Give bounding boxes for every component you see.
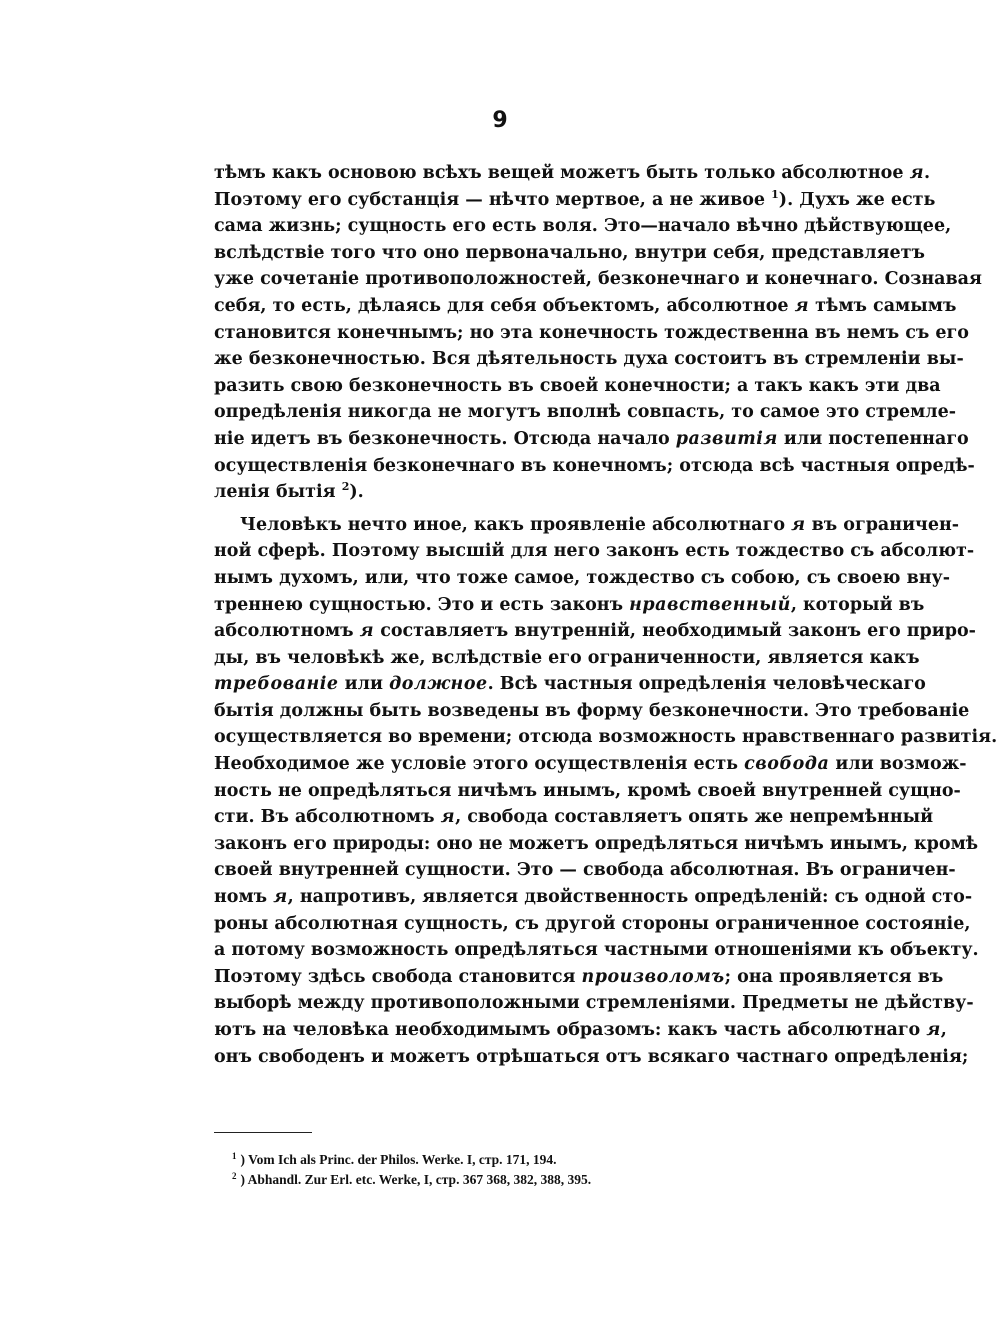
text-run: .: [924, 163, 931, 183]
text-line: [214, 213, 952, 240]
text-line: [214, 293, 957, 320]
text-run: номъ: [214, 887, 274, 908]
text-line: [214, 479, 830, 506]
text-line: [214, 857, 956, 884]
text-line: [214, 911, 971, 938]
text-run: составляетъ внутренній, необходимый законъ его приро-: [374, 621, 976, 642]
emphasis-run: требованіе: [214, 674, 339, 695]
text-run: тѣмъ самымъ: [809, 295, 957, 316]
text-line: [214, 698, 970, 725]
text-line: [214, 751, 967, 778]
text-run: . Всѣ частныя опредѣленія человѣческаго: [487, 674, 926, 695]
footnotes: [232, 1150, 792, 1190]
footnote-mark: 1: [232, 1150, 237, 1161]
text-run: Необходимое же условіе этого осуществленія есть: [214, 754, 745, 775]
text-run: ніе идетъ въ безконечность. Отсюда начало: [214, 428, 676, 449]
text-run: треннею сущностью. Это и есть законъ: [214, 594, 630, 615]
text-line: [214, 937, 979, 964]
text-line: [214, 778, 961, 805]
text-line: [214, 512, 960, 539]
text-line: [214, 320, 969, 347]
footnote-mark: 2: [232, 1170, 237, 1181]
text-run: же безконечностью. Вся дѣятельность духа состоитъ въ стремленіи вы-: [214, 349, 964, 370]
text-line: [214, 453, 975, 480]
text-run: , напротивъ, является двойственность опредѣленій: съ одной сто-: [287, 887, 973, 908]
footnote-text: ) Vom Ich als Princ. der Philos. Werke. I, стр. 171, 194.: [240, 1152, 557, 1167]
text-run: нымъ духомъ, или, что тоже самое, тождество съ собою, съ своею вну-: [214, 567, 950, 588]
text-run: себя, то есть, дѣлаясь для себя объектомъ, абсолютное: [214, 295, 795, 316]
emphasis-run: я: [791, 514, 806, 535]
text-run: вслѣдствіе того что оно первоначально, внутри себя, представляетъ: [214, 242, 925, 263]
text-run: опредѣленія никогда не могутъ вполнѣ совпасть, то самое это стремле-: [214, 402, 957, 423]
text-line: [214, 346, 964, 373]
text-run: становится конечнымъ; но эта конечность тождественна въ немъ съ его: [214, 322, 969, 343]
text-run: законъ его природы: оно не можетъ опредѣляться ничѣмъ инымъ, кромѣ: [214, 833, 979, 854]
footnote-divider: [214, 1132, 312, 1133]
text-line: [214, 831, 979, 858]
emphasis-run: должное: [389, 674, 488, 695]
text-run: разить свою безконечность въ своей конечности; а такъ какъ эти два: [214, 375, 941, 396]
emphasis-run: я: [926, 1020, 941, 1040]
paragraph-1: [214, 160, 982, 506]
text-run: своей внутренней сущности. Это — свобода абсолютная. Въ ограничен-: [214, 860, 956, 881]
text-line: [214, 724, 998, 751]
emphasis-run: развитія: [675, 428, 778, 449]
body-text: [214, 160, 998, 1070]
emphasis-run: произволомъ: [581, 966, 725, 987]
text-run: или возмож-: [829, 754, 967, 775]
footnote-1: [232, 1150, 792, 1170]
text-run: ды, въ человѣкѣ же, вслѣдствіе его ограниченности, является какъ: [214, 647, 920, 668]
text-run: Поэтому здѣсь свобода становится: [214, 966, 582, 987]
text-run: роны абсолютная сущность, съ другой стороны ограниченное состояніе,: [214, 913, 971, 934]
text-run: ленія бытія: [214, 482, 342, 503]
emphasis-run: свобода: [744, 754, 830, 775]
text-run: ).: [349, 482, 364, 503]
footnote-2: [232, 1170, 792, 1190]
text-run: ). Духъ же есть: [778, 189, 936, 210]
text-line: [214, 399, 957, 426]
text-line: [214, 964, 944, 991]
text-run: Человѣкъ нечто иное, какъ проявленіе абсолютнаго: [240, 514, 792, 535]
text-run: бытія должны быть возведены въ форму безконечности. Это требованіе: [214, 700, 970, 721]
emphasis-run: нравственный: [629, 594, 791, 615]
text-run: ютъ на человѣка необходимымъ образомъ: какъ часть абсолютнаго: [214, 1020, 927, 1040]
text-run: сама жизнь; сущность его есть воля. Это—начало вѣчно дѣйствующее,: [214, 216, 952, 237]
text-run: или постепеннаго: [777, 428, 969, 449]
footnote-reference: 2: [341, 480, 350, 494]
text-run: уже сочетаніе противоположностей, безконечнаго и конечнаго. Сознавая: [214, 269, 982, 290]
text-run: , который въ: [790, 594, 925, 615]
page-number: 9: [492, 108, 508, 133]
text-run: , свобода составляетъ опять же непремѣнный: [455, 807, 934, 828]
emphasis-run: я: [273, 887, 288, 908]
text-line: [214, 565, 950, 592]
text-run: а потому возможность опредѣляться частными отношеніями къ объекту.: [214, 940, 979, 961]
paragraph-2: [214, 512, 998, 1070]
text-line: [214, 538, 975, 565]
footnote-reference: 1: [771, 187, 779, 201]
text-run: сти. Въ абсолютномъ: [214, 807, 441, 828]
text-line: [214, 373, 941, 400]
text-line: [214, 592, 925, 619]
text-line: [214, 160, 931, 187]
emphasis-run: я: [440, 807, 456, 828]
emphasis-run: я: [359, 621, 375, 642]
text-run: абсолютномъ: [214, 621, 360, 642]
text-run: ность не опредѣляться ничѣмъ инымъ, кромѣ своей внутренней сущно-: [214, 780, 961, 801]
text-run: выборѣ между противоположными стремленіями. Предметы не дѣйству-: [214, 993, 974, 1014]
text-line: [214, 426, 969, 453]
text-run: ,: [940, 1020, 947, 1040]
text-run: Поэтому его субстанція — нѣчто мертвое, а не живое: [214, 189, 772, 210]
emphasis-run: я: [794, 295, 810, 316]
text-line: [214, 618, 976, 645]
text-line: [214, 645, 920, 672]
text-run: онъ свободенъ и можетъ отрѣшаться отъ всякаго частнаго опредѣленія;: [214, 1046, 969, 1067]
text-run: въ ограничен-: [805, 514, 960, 535]
text-run: ной сферѣ. Поэтому высшій для него законъ есть тождество съ абсолют-: [214, 541, 975, 562]
text-run: осуществляется во времени; отсюда возможность нравственнаго развитія.: [214, 727, 998, 748]
text-line: [214, 804, 934, 831]
text-run: тѣмъ какъ основою всѣхъ вещей можетъ быть только абсолютное: [214, 163, 910, 183]
text-line: [214, 266, 982, 293]
text-run: ; она проявляется въ: [724, 966, 944, 987]
text-run: или: [338, 674, 390, 695]
text-line: [214, 240, 925, 267]
text-line: [214, 1044, 969, 1071]
text-line: [214, 990, 974, 1017]
text-run: осуществленія безконечнаго въ конечномъ; отсюда всѣ частныя опредѣ-: [214, 455, 975, 476]
text-line: [214, 884, 973, 911]
footnote-text: ) Abhandl. Zur Erl. etc. Werke, I, стр. 367 368, 382, 388, 395.: [240, 1172, 592, 1187]
text-line: [214, 1017, 947, 1044]
emphasis-run: я: [909, 163, 924, 183]
text-line: [214, 187, 936, 214]
text-line: [214, 671, 926, 698]
